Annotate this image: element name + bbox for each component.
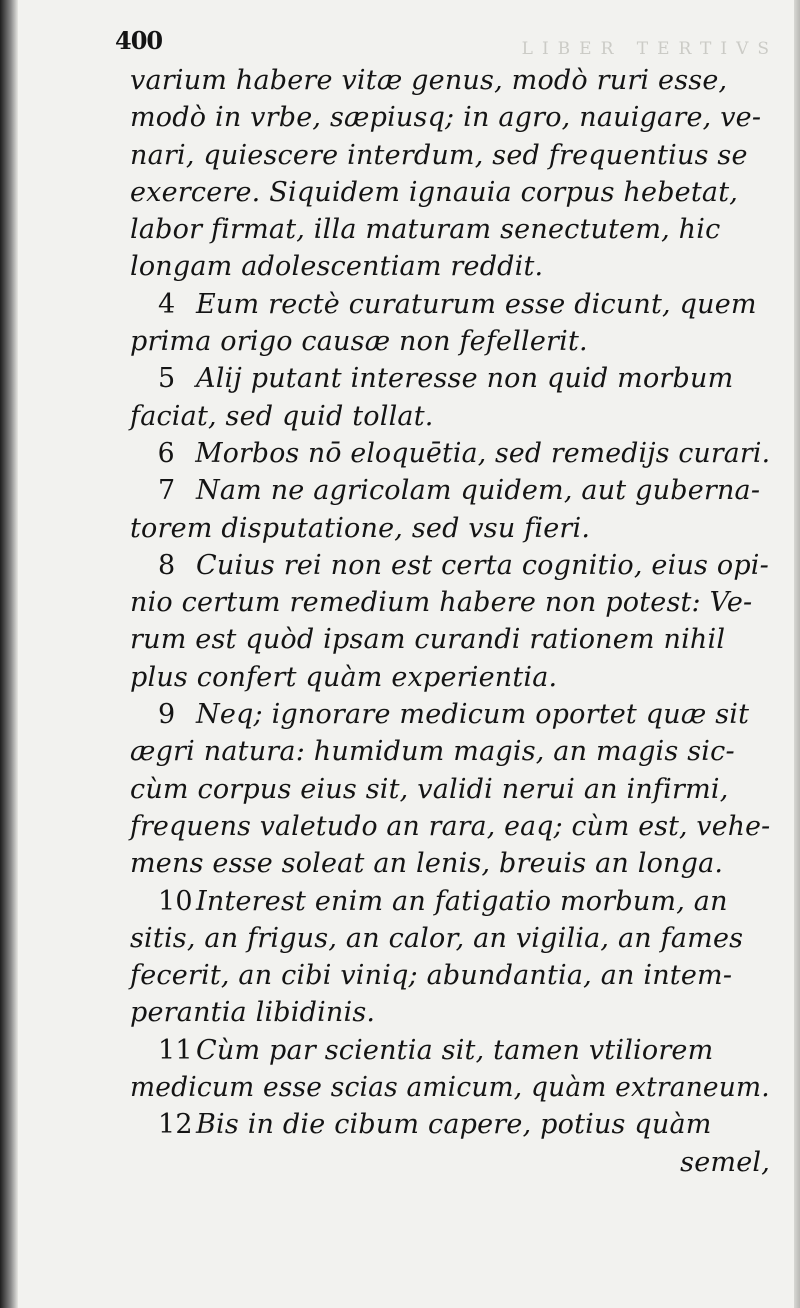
line-text: torem disputatione, sed vsu fieri. xyxy=(130,512,591,544)
text-line xyxy=(130,248,770,285)
aphorism-number: 4 xyxy=(158,288,176,320)
aphorism-number: 12 xyxy=(158,1109,193,1141)
text-line xyxy=(130,659,770,696)
aphorism-number: 6 xyxy=(157,437,175,469)
text-line xyxy=(130,1144,770,1181)
text-line xyxy=(130,211,770,248)
line-text: Eum rectè curaturum esse dicunt, quem xyxy=(196,288,757,320)
text-line xyxy=(130,696,770,733)
line-text: prima origo causæ non fefellerit. xyxy=(130,326,588,358)
line-text: modò in vrbe, sæpiusq; in agro, nauigare, ve- xyxy=(130,102,762,134)
line-text: Interest enim an fatigatio morbum, an xyxy=(196,885,728,917)
aphorism-number: 7 xyxy=(158,475,176,507)
line-text: sitis, an frigus, an calor, an vigilia, an fames xyxy=(130,922,744,954)
line-text: nio certum remedium habere non potest: Ve- xyxy=(130,587,753,619)
page-number: 400 xyxy=(115,26,163,55)
text-line xyxy=(130,472,770,509)
line-text: exercere. Siquidem ignauia corpus hebetat, xyxy=(130,176,739,208)
text-line xyxy=(130,845,770,882)
line-text: faciat, sed quid tollat. xyxy=(130,400,434,432)
text-line xyxy=(130,733,770,770)
line-text: Cùm par scientia sit, tamen vtiliorem xyxy=(196,1034,714,1066)
text-line xyxy=(130,286,770,323)
aphorism-number: 11 xyxy=(158,1034,193,1066)
aphorism-number: 10 xyxy=(158,885,193,917)
line-text: varium habere vitæ genus, modò ruri esse, xyxy=(130,65,728,96)
line-text: labor firmat, illa maturam senectutem, hic xyxy=(130,214,721,246)
line-text: medicum esse scias amicum, quàm extraneum. xyxy=(130,1072,770,1104)
line-text: mens esse soleat an lenis, breuis an longa. xyxy=(130,848,724,880)
text-line xyxy=(130,957,770,994)
line-text: Neq; ignorare medicum oportet quæ sit xyxy=(196,699,750,731)
page-gutter-shadow xyxy=(0,0,18,1308)
line-text: cùm corpus eius sit, validi nerui an infirmi, xyxy=(130,773,729,805)
text-line xyxy=(130,137,770,174)
line-text: Bis in die cibum capere, potius quàm xyxy=(196,1109,712,1141)
text-line xyxy=(130,1069,770,1106)
line-text: Cuius rei non est certa cognitio, eius opi- xyxy=(196,549,769,581)
text-line xyxy=(130,510,770,547)
line-text: nari, quiescere interdum, sed frequentius se xyxy=(130,139,748,171)
line-text: perantia libidinis. xyxy=(130,997,376,1029)
text-line xyxy=(130,994,770,1031)
aphorism-number: 8 xyxy=(158,549,176,581)
text-line xyxy=(130,435,771,472)
line-text: fecerit, an cibi viniq; abundantia, an intem- xyxy=(130,960,733,992)
page-edge xyxy=(794,0,800,1308)
line-text: plus confert quàm experientia. xyxy=(130,661,558,693)
line-text: semel, xyxy=(680,1146,770,1178)
line-text: Nam ne agricolam quidem, aut guberna- xyxy=(196,475,761,507)
text-line xyxy=(130,99,770,136)
line-text: rum est quòd ipsam curandi rationem nihil xyxy=(130,624,726,656)
text-line xyxy=(130,883,770,920)
text-line xyxy=(130,808,771,845)
show-through-text: LIBER TERTIVS xyxy=(521,39,778,59)
text-line xyxy=(130,621,770,658)
line-text: frequens valetudo an rara, eaq; cùm est, vehe- xyxy=(130,810,771,842)
text-line xyxy=(130,174,770,211)
line-text: longam adolescentiam reddit. xyxy=(130,251,544,283)
text-line xyxy=(130,920,770,957)
text-line xyxy=(130,1106,770,1143)
text-line xyxy=(130,1032,770,1069)
text-line xyxy=(130,323,770,360)
text-line xyxy=(130,398,770,435)
text-line xyxy=(130,584,770,621)
line-text: Alij putant interesse non quid morbum xyxy=(196,363,734,395)
aphorism-number: 9 xyxy=(158,699,176,731)
text-line xyxy=(130,547,770,584)
line-text: ægri natura: humidum magis, an magis sic- xyxy=(130,736,735,768)
text-line xyxy=(130,771,770,808)
text-line xyxy=(130,62,770,99)
aphorism-number: 5 xyxy=(158,363,176,395)
text-line xyxy=(130,360,770,397)
line-text: Morbos nō eloquētia, sed remedijs curari. xyxy=(195,437,771,469)
page-body-text xyxy=(130,62,770,1181)
